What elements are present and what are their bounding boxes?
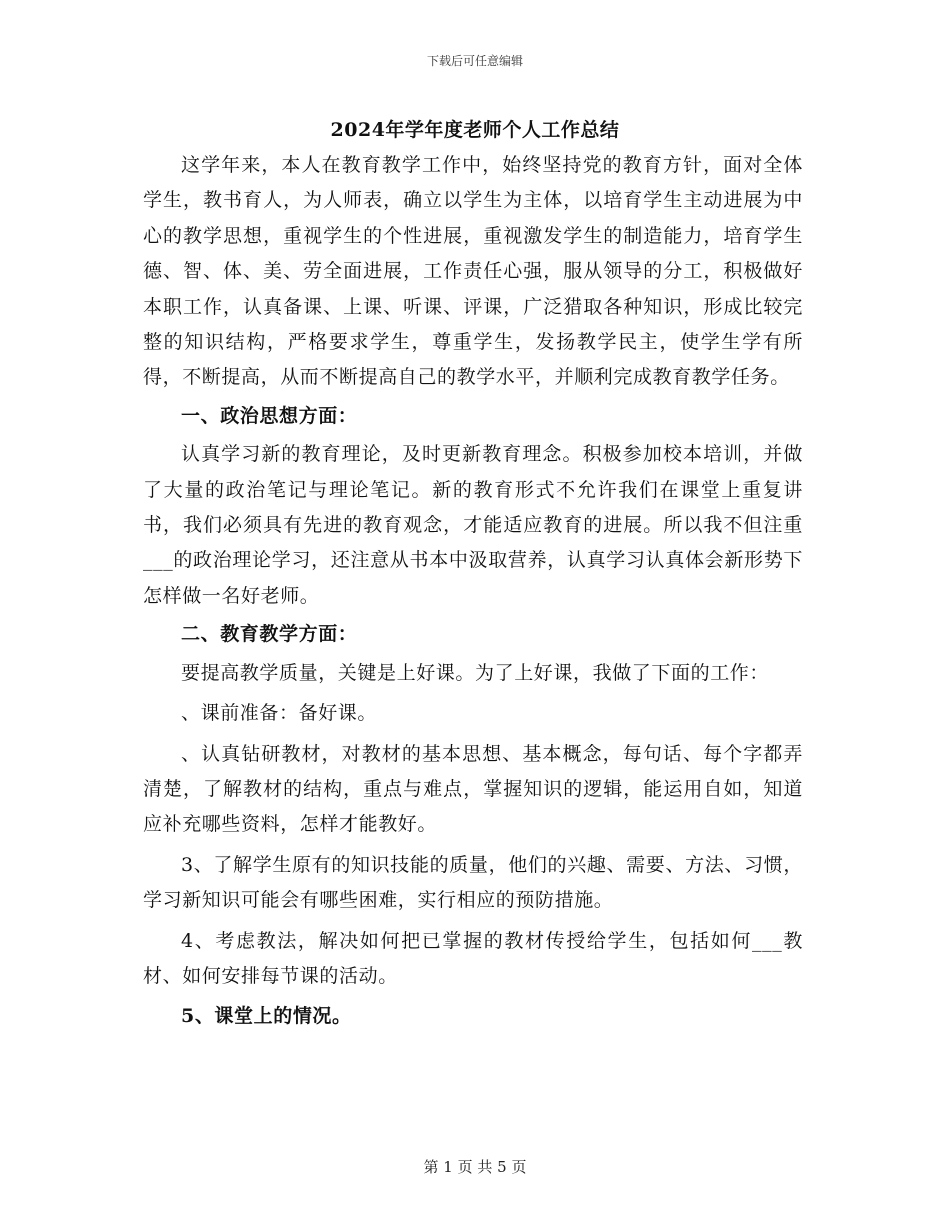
list-item-study-materials: 、认真钻研教材，对教材的基本思想、基本概念，每句话、每个字都弄清楚，了解教材的结构，重点与难点，掌握知识的逻辑，能运用自如，知道应补充哪些资料，怎样才能教好。 bbox=[143, 742, 803, 836]
intro-paragraph: 这学年来，本人在教育教学工作中，始终坚持党的教育方针，面对全体学生，教书育人，为人师表，确立以学生为主体，以培育学生主动进展为中心的教学思想，重视学生的个性进展，重视激发学生的制造能力，培育学生德、智、体、美、劳全面进展，工作责任心强，服从领导的分工，积极做好本职工作，认真备课、上课、听课、评课，广泛猎取各种知识，形成比较完整的知识结构，严格要求学生，尊重学生，发扬教学民主，使学生学有所得，不断提高，从而不断提高自己的教学水平，并顺利完成教育教学任务。 bbox=[143, 154, 803, 389]
list-item-teaching-methods: 4、考虑教法，解决如何把已掌握的教材传授给学生，包括如何___教材、如何安排每节课的活动。 bbox=[143, 929, 803, 987]
section-heading-teaching: 二、教育教学方面： bbox=[181, 623, 358, 646]
list-item-classroom: 5、课堂上的情况。 bbox=[181, 1005, 352, 1028]
politics-paragraph: 认真学习新的教育理论，及时更新教育理念。积极参加校本培训，并做了大量的政治笔记与理论笔记。新的教育形式不允许我们在课堂上重复讲书，我们必须具有先进的教育观念，才能适应教育的进展。所以我不但注重___的政治理论学习，还注意从书本中汲取营养，认真学习认真体会新形势下怎样做一名好老师。 bbox=[143, 443, 803, 607]
list-item-understand-students: 3、了解学生原有的知识技能的质量，他们的兴趣、需要、方法、习惯，学习新知识可能会有哪些困难，实行相应的预防措施。 bbox=[143, 853, 803, 912]
list-item-preparation: 、课前准备：备好课。 bbox=[181, 702, 378, 725]
document-body bbox=[143, 148, 803, 1038]
teaching-intro-paragraph: 要提高教学质量，关键是上好课。为了上好课，我做了下面的工作： bbox=[181, 661, 770, 684]
document-title: 2024年学年度老师个人工作总结 bbox=[330, 119, 620, 141]
page-number: 第 1 页 共 5 页 bbox=[423, 1158, 527, 1176]
header-note: 下载后可任意编辑 bbox=[426, 54, 523, 68]
section-heading-politics: 一、政治思想方面： bbox=[181, 404, 358, 427]
